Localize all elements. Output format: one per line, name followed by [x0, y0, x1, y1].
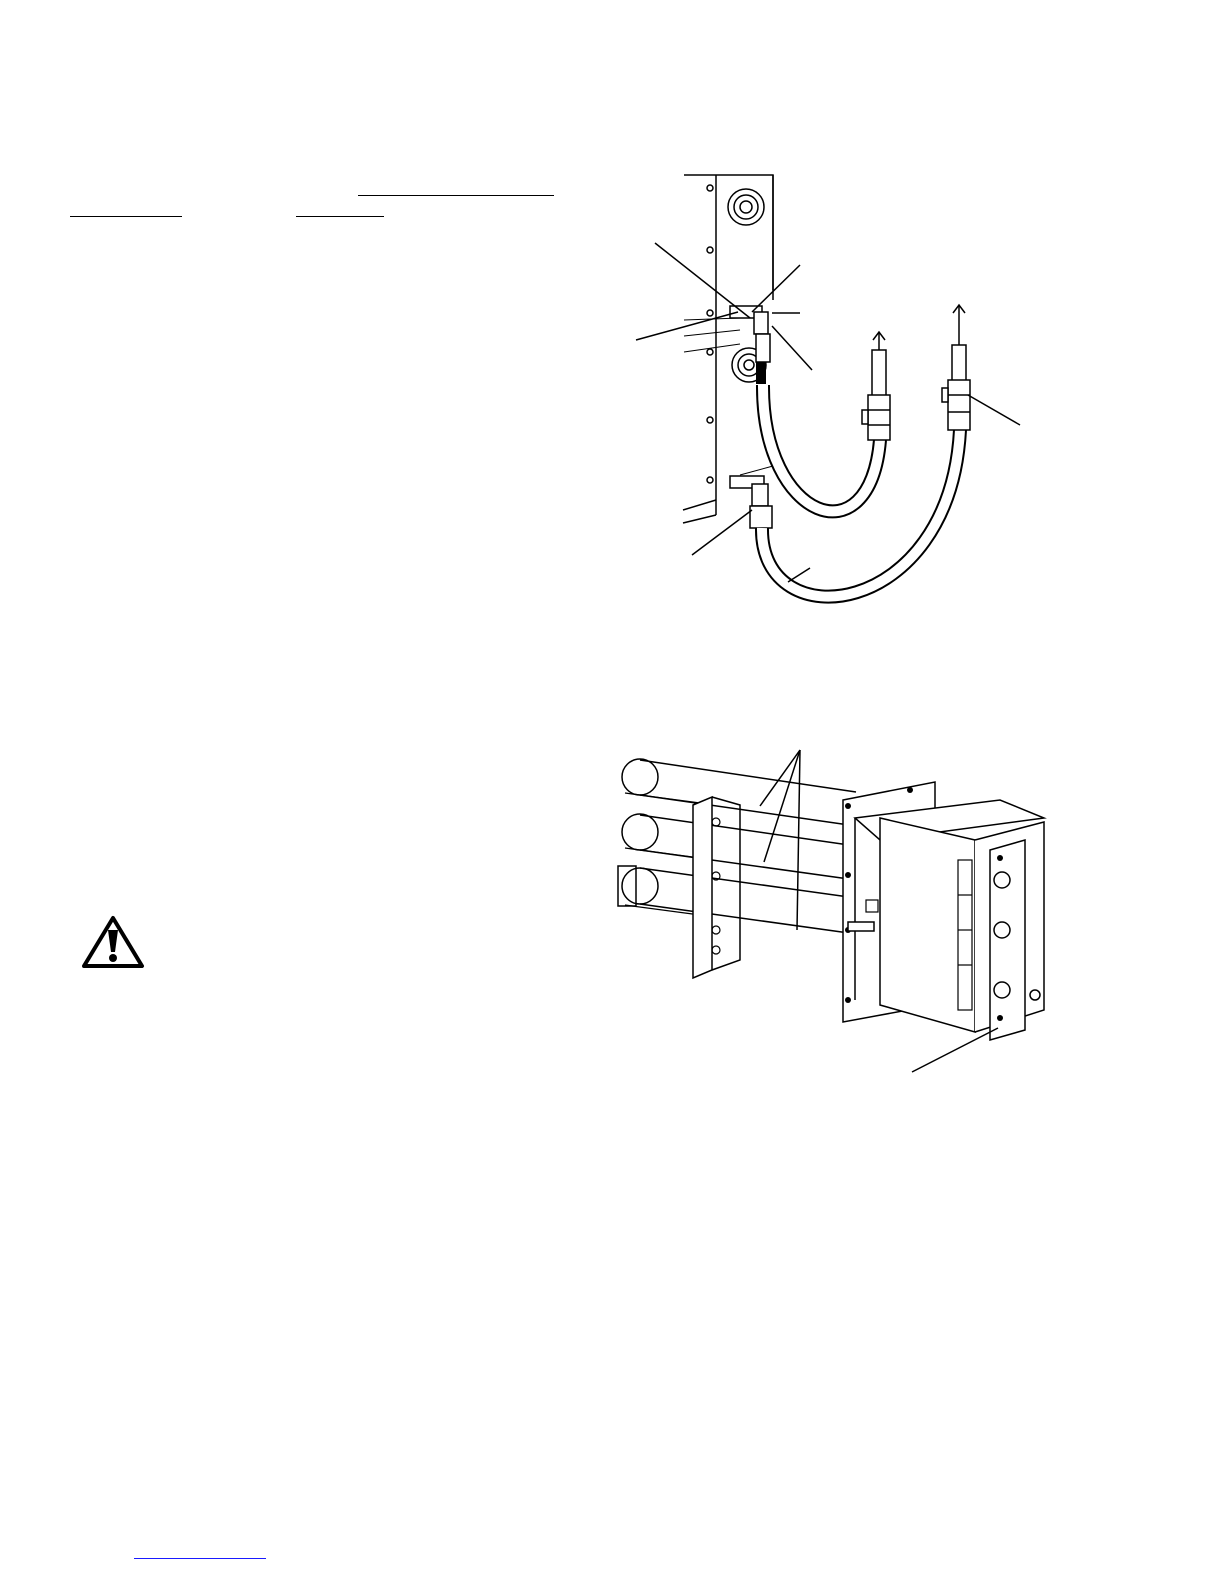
text-underline-3	[296, 216, 384, 217]
footer-link[interactable]	[134, 1558, 266, 1559]
warning-triangle-icon	[80, 914, 146, 970]
heating-element-figure	[600, 740, 1060, 1080]
text-underline-2	[70, 216, 182, 217]
text-underline-1	[358, 195, 554, 196]
water-connection-figure	[620, 160, 1040, 620]
